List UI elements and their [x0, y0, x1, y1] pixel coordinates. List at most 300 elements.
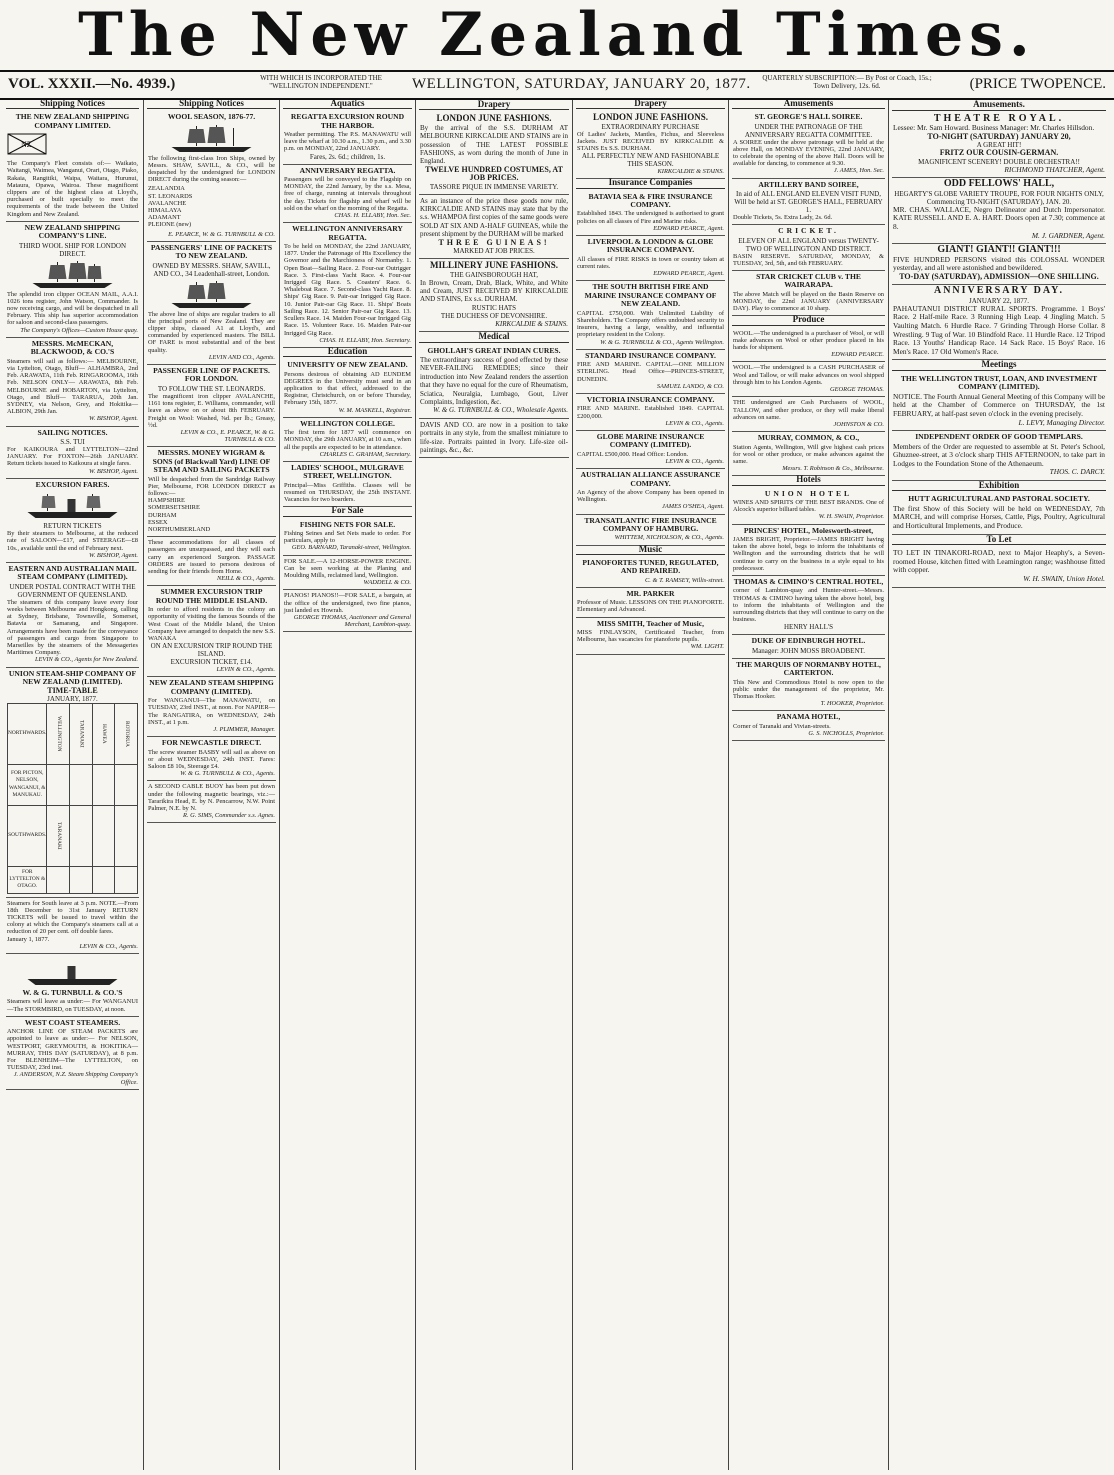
advert-signature: EDWARD PEARCE, Agent.: [653, 224, 724, 232]
advert-signature: R. G. SIMS, Commander s.s. Agnes.: [182, 812, 275, 820]
advert-body: In Brown, Cream, Drab, Black, White, and White and Cream, JUST RECEIVED BY KIRKCALDIE AND STAINS, Ex s.s. DURHAM.: [420, 278, 568, 304]
advert-title: BATAVIA SEA & FIRE INSURANCE COMPANY.: [588, 191, 713, 210]
advert-title: ARTILLERY BAND SOIREE,: [758, 179, 859, 189]
advert-body: Members of the Order are requested to assemble at St. Peter's School, Ghuznee-street, at 3 o'clock sharp THIS AFTERNOON, to take part in Lodges to the Foundation Stone of the Athenaeum.: [893, 441, 1105, 468]
advert-title: W. & G. TURNBULL & CO.'S: [22, 988, 123, 998]
section-heading: Produce: [732, 316, 885, 325]
section-heading: Insurance Companies: [576, 179, 725, 188]
advert-signature: KIRKCALDIE & STAINS.: [495, 319, 568, 328]
advert-signature: The Company's Offices—Custom House quay.: [20, 326, 138, 334]
advert: [732, 271, 885, 316]
steamship-icon: [7, 490, 138, 520]
ship-list: [148, 185, 275, 228]
advert-body: WINES AND SPIRITS OF THE BEST BRANDS. One of Alcock's superior billiard tables.: [733, 498, 884, 514]
ship-list: [148, 497, 275, 533]
advert-title: MESSRS. MONEY WIGRAM & SONS (of Blackwall Yard) LINE OF STEAM AND SAILING PACKETS: [152, 448, 271, 475]
advert-subtitle: FRITZ OUR COUSIN-GERMAN.: [939, 148, 1059, 158]
advert-signature: W. M. MASKELL, Registrar.: [338, 406, 411, 414]
advert-body: Principal—Miss Griffiths. Classes will be resumed on THURSDAY, the 25th INSTANT. Vacancies for two boarders.: [284, 481, 411, 504]
advert-subtitle: RETURN TICKETS: [43, 522, 102, 531]
advert: [732, 362, 885, 397]
advert-body: WOOL.—The undersigned is a purchaser of Wool, or will make advances on Wool or other produce placed in his hands for shipment.: [733, 329, 884, 352]
advert-subtitle: ALL PERFECTLY NEW AND FASHIONABLE THIS SEASON.: [581, 152, 720, 169]
advert: [576, 588, 725, 618]
advert-body: PIANOS! PIANOS!!—FOR SALE, a bargain, at the office of the undersigned, two fine pianos, just landed ex Howrah.: [284, 592, 411, 614]
advert-subtitle: TO-DAY (SATURDAY), ADMISSION—ONE SHILLING.: [899, 271, 1099, 281]
advert: [6, 427, 139, 479]
ticket-price: EXCURSION TICKET, £14.: [170, 658, 253, 667]
advert-title: SUMMER EXCURSION TRIP ROUND THE MIDDLE ISLAND.: [155, 587, 268, 605]
section-heading: Music: [576, 546, 725, 555]
advert: [892, 493, 1106, 534]
timetable-cell: [70, 764, 93, 805]
timetable-cell: [92, 805, 115, 866]
subscription-note: QUARTERLY SUBSCRIPTION:— By Post or Coach, 15s.; Town Delivery, 12s. 6d.: [762, 74, 932, 90]
section-heading: Exhibition: [892, 481, 1106, 492]
advert-body: A SECOND CABLE BUOY has been put down under the following magnetic bearings, viz.:— Tararikira Head, E. by N. Pencarrow, N.W. Point Palmer, N.E. by N.: [148, 783, 275, 813]
advert: [283, 418, 412, 462]
advert-title: MISS SMITH, Teacher of Music,: [596, 618, 705, 628]
column-rule: [572, 100, 573, 1470]
advert-title: STANDARD INSURANCE COMPANY.: [585, 350, 716, 360]
advert-subtitle: JANUARY 22, 1877.: [968, 296, 1030, 305]
advert-title: MILLINERY JUNE FASHIONS.: [430, 260, 558, 271]
advert-body: The steamers of this company leave every four weeks between Melbourne and Hongkong, calling at Sydney, Brisbane, Townsville, Somerset, Batavia or Samarang, and Singapore. Arrangements have been made for the conveyance of passengers and cargo from Singapore to Marseilles by the steamers of the Messageries Maritimes Company.: [7, 598, 138, 657]
advert: [283, 556, 412, 591]
price: (PRICE TWOPENCE.: [969, 76, 1106, 92]
advert: [892, 244, 1106, 285]
advert-subtitle: MARKED AT JOB PRICES.: [453, 247, 535, 256]
advert-title: LONDON JUNE FASHIONS.: [436, 113, 552, 124]
advert-title: ST. GEORGE'S HALL SOIREE.: [754, 112, 863, 122]
advert-title: WELLINGTON COLLEGE.: [300, 418, 395, 428]
advert: [732, 432, 885, 476]
advert: [576, 111, 725, 179]
advert-body: Fishing Seines and Set Nets made to order. For particulars, apply to: [284, 529, 411, 545]
advert-title: UNION HOTEL: [764, 488, 853, 498]
advert-signature: KIRKCALDIE & STAINS.: [657, 168, 724, 176]
advert-signature: W. BISHOP, Agent.: [88, 415, 138, 423]
advert-signature: THOS. C. DARCY.: [1049, 467, 1105, 477]
advert-body: FIVE HUNDRED PERSONS visited this COLOSSAL WONDER yesterday, and all were astonished and bewildered.: [893, 254, 1105, 273]
timetable-cell: [115, 764, 138, 805]
timetable-cell: [92, 866, 115, 893]
advert-title: PIANOFORTES TUNED, REGULATED, AND REPAIRED.: [582, 557, 719, 576]
section-heading: Amusements.: [892, 100, 1106, 111]
ship-name: ESSEX: [148, 518, 168, 526]
advert-subtitle: MAGNIFICENT SCENERY! DOUBLE ORCHESTRA!!: [918, 157, 1080, 166]
timetable-month: JANUARY, 1877.: [47, 694, 98, 703]
advert-subtitle: RUSTIC HATS: [471, 303, 517, 312]
advert: [576, 350, 725, 394]
advert: [576, 281, 725, 349]
advert-title: FOR NEWCASTLE DIRECT.: [161, 738, 262, 748]
advert-title: WELLINGTON ANNIVERSARY REGATTA.: [292, 224, 403, 242]
advert-signature: GEORGE THOMAS, Auctioneer and General Merchant, Lambton-quay.: [293, 614, 411, 629]
advert-body: MISS FINLAYSON, Certificated Teacher, from Melbourne, has vacancies for pianoforte pupils.: [577, 629, 724, 644]
advert-signature: E. PEARCE, W. & G. TURNBULL & CO.: [168, 230, 275, 238]
advert-signature: M. J. GARDNER, Agent.: [1031, 230, 1105, 240]
column-rule: [143, 100, 144, 1470]
ship-name: ST. LEONARDS: [148, 192, 193, 200]
advert-signature: J. ANDERSON, N.Z. Steam Shipping Company's Office.: [13, 1071, 138, 1086]
advert-body: As an instance of the price these goods now rule, KIRKCALDIE AND STAINS may state that by the s.s. WHAMPOA first copies of the same goods were SOLD AT SIX AND A-HALF GUINEAS, while the present shipment by the DURHAM will be marked: [420, 196, 568, 239]
advert-title: FISHING NETS FOR SALE.: [299, 519, 396, 529]
advert: [732, 635, 885, 658]
advert: [6, 111, 139, 222]
advert-body: The Company's Fleet consists of:— Waikato, Waitangi, Waimea, Wanganui, Orari, Otago, Piako, Rakaia, Rangitiki, Waipa, Waitara, Hurunui, Mataura, Opawa, Wairoa. These magnificent clippers are of the highest class at Lloyd's, purchased or built specially to meet the requirements of the trade between the United Kingdom and New Zealand.: [7, 160, 138, 218]
advert-signature: CHARLES C. GRAHAM, Secretary.: [319, 450, 411, 458]
advert-subtitle: EXTRAORDINARY PURCHASE: [601, 122, 700, 131]
nz-shipping-flag-icon: [7, 132, 47, 156]
advert: [419, 195, 569, 259]
ship-name: DURHAM: [148, 511, 177, 519]
advert-title: PASSENGERS' LINE OF PACKETS TO NEW ZEALAND.: [150, 242, 273, 261]
steamship-icon: [7, 957, 138, 987]
advert-title: THEATRE ROYAL.: [933, 112, 1065, 124]
advert-signature: WHITTEM, NICHOLSON, & CO., Agents.: [614, 534, 724, 542]
timetable-advert: [6, 668, 139, 898]
advert: [576, 515, 725, 546]
advert-body: BASIN RESERVE. SATURDAY, MONDAY, & TUESDAY, 3rd, 5th, and 6th FEBRUARY.: [733, 252, 884, 267]
advert-subtitle: TIME-TABLE: [47, 686, 98, 696]
section-heading: Drapery: [576, 100, 725, 109]
advert: [283, 359, 412, 418]
advert: [732, 576, 885, 635]
advert: [6, 479, 139, 563]
advert-body: To be held on MONDAY, the 22nd JANUARY, 1877. Under the Patronage of His Excellency the Governor and the Marchioness of Normanby. 1. Open Boat—Sailing Race. 2. Four-oar Outrigger Race. 3. First-class Yacht Race. 4. Four-oar Inrigged Gig Race. 5. Coasters' Race. 6. Whaleboat Race. 7. Second-class Yacht Race. 8. Ships' Gig Race. 9. Pair-oar Inrigged Gig Race. 10. Junior Pair-oar Gig Race. 11. Ships' Boats Sailing Race. 12. Senior Pair-oar Gig Race. 13. Scullers Race. 14. Maiden Four-oar Inrigged Gig Race. 15. Volunteer Race. 16. Maiden Pair-oar Inrigged Gig Race.: [284, 243, 411, 337]
advert-body: Double Tickets, 5s. Extra Lady, 2s. 6d.: [733, 214, 833, 222]
timetable-cell: ROTORUA: [115, 703, 138, 764]
advert-body: By the arrival of the S.S. DURHAM AT MELBOURNE KIRKCALDIE AND STAINS are in possession of THE LATEST POSSIBLE FASHIONS, as worn during the month of June in England.: [420, 123, 568, 166]
advert-title: EXCURSION FARES.: [35, 479, 110, 489]
advert-signature: SAMUEL LANDO, & CO.: [656, 382, 724, 390]
dateline-bar: [0, 70, 1114, 100]
section-heading: Shipping Notices: [147, 100, 276, 109]
advert-title: DUKE OF EDINBURGH HOTEL.: [751, 636, 866, 646]
advert-signature: WM. LIGHT.: [690, 643, 724, 651]
advert-body: TO LET IN TINAKORI-ROAD, next to Major Heaphy's, a Seven-roomed House, kitchen fitted with Leamington range; washhouse fitted with copper.: [893, 548, 1105, 575]
advert-body: The magnificent iron clipper AVALANCHE, 1161 tons register, E. Williams, commander, will leave as above on or about 8th FEBRUARY. Freight on Wool: Washed, ⅝d. per lb.; Greasy, ½d.: [148, 392, 275, 429]
advert-signature: LEVIN AND CO., Agents.: [208, 353, 275, 361]
advert: [576, 469, 725, 514]
sailing-ship-icon: [148, 279, 275, 309]
column-6: [732, 100, 885, 1470]
column-7: [892, 100, 1106, 1470]
advert: [6, 898, 139, 954]
advert-subtitle: Fares, 2s. 6d.; children, 1s.: [309, 152, 386, 161]
timetable-cell: [70, 805, 93, 866]
advert-title: WOOL SEASON, 1876-77.: [167, 112, 256, 122]
timetable-cell: [92, 764, 115, 805]
advert-subtitle: UNDER POSTAL CONTRACT WITH THE GOVERNMENT OF QUEENSLAND.: [9, 582, 136, 599]
advert: [892, 547, 1106, 587]
advert: [147, 365, 276, 447]
advert: [283, 462, 412, 507]
advert-signature: Messrs. T. Robinson & Co., Melbourne.: [782, 465, 884, 473]
advert-subtitle: TWELVE HUNDRED COSTUMES, AT JOB PRICES.: [425, 164, 563, 183]
advert-signature: CHAS. H. ELLABY, Hon. Sec.: [334, 212, 411, 220]
advert: [6, 563, 139, 668]
advert-title: ANNIVERSARY DAY.: [933, 285, 1064, 297]
advert-signature: LEVIN & CO., Agents for New Zealand.: [34, 656, 138, 664]
advert: [892, 285, 1106, 360]
section-heading: Drapery: [419, 100, 569, 110]
advert-signature: LEVIN & CO., Agents.: [79, 942, 138, 950]
ship-name: AVALANCHE: [148, 199, 187, 207]
advert-title: REGATTA EXCURSION ROUND THE HARBOR.: [290, 112, 405, 130]
timetable-row-label: FOR LYTTELTON & OTAGO.: [8, 866, 47, 893]
advert: [892, 178, 1106, 244]
advert-body: By their steamers to Melbourne, at the reduced rate of SALOON—£17, and STEERAGE—£8 10s., available until the end of February next.: [7, 530, 138, 552]
ship-name: SOMERSETSHIRE: [148, 504, 200, 512]
advert-signature: W. & G. TURNBULL & CO., Wholesale Agents.: [433, 406, 568, 415]
advert-body: corner of Lambton-quay and Hunter-street.—Messrs. THOMAS & CIMINO having taken the above hotel, beg to inform the inhabitants of Wellington and the surrounding districts that they will continue to carry on the business.: [733, 587, 884, 624]
advert: [576, 236, 725, 281]
advert-title: WEST COAST STEAMERS.: [24, 1017, 121, 1027]
advert: [576, 191, 725, 236]
ship-name: NORTHUMBERLAND: [148, 525, 211, 533]
advert: [419, 345, 569, 419]
timetable-cell: [47, 866, 70, 893]
advert: [892, 113, 1106, 179]
advert-signature: RICHMOND THATCHER, Agent.: [1004, 164, 1105, 174]
advert: [576, 557, 725, 588]
column-5: [576, 100, 725, 1470]
timetable-cell: [115, 866, 138, 893]
advert-body: For WANGANUI—The MANAWATU, on TUESDAY, 23rd INST., at noon. For NAPIER—The RANGATIRA, on WEDNESDAY, 24th INST., at 1 p.m.: [148, 697, 275, 726]
advert-signature: C. & T. RAMSEY, Willis-street.: [645, 576, 724, 584]
svg-text:NZ: NZ: [21, 140, 32, 150]
advert-signature: LEVIN & CO., Agents.: [216, 666, 275, 674]
advert-title: GLOBE MARINE INSURANCE COMPANY (LIMITED).: [596, 431, 705, 450]
advert-body: The splendid iron clipper OCEAN MAIL, A.A.I. 1026 tons register, John Watson, Commander. Is now receiving cargo, and will be despatched in all February. This ship has superior accommodation for saloon and second-class passengers.: [7, 290, 138, 327]
advert: [283, 590, 412, 632]
advert: [732, 525, 885, 576]
advert-body: The first Show of this Society will be held on WEDNESDAY, 7th MARCH, and will comprise Horses, Cattle, Pigs, Poultry, Agricultural and Horticultural Implements, and Produce.: [893, 503, 1105, 531]
advert-body: Weather permitting. The P.S. MANAWATU will leave the wharf at 10.30 a.m., 1.30 p.m., and 3.30 p.m. on MONDAY, 22nd JANUARY.: [284, 131, 411, 153]
advert-subtitle: ON AN EXCURSION TRIP ROUND THE ISLAND.: [150, 642, 273, 659]
publication-date: WELLINGTON, SATURDAY, JANUARY 20, 1877.: [412, 76, 751, 92]
section-heading: Aquatics: [283, 100, 412, 109]
advert-body: FIRE AND MARINE. CAPITAL—ONE MILLION STERLING. Head Office—PRINCES-STREET, DUNEDIN.: [577, 361, 724, 383]
advert-signature: NEILL & CO., Agents.: [217, 575, 275, 583]
advert-body: Persons desirous of obtaining AD EUNDEM DEGREES in the University must send in an application to that effect, addressed to the Registrar, Christchurch, on or before Thursday, February 15th, 1877.: [284, 370, 411, 407]
timetable-row-label: FOR PICTON, NELSON, WANGANUI, & MANUKAU.: [8, 764, 47, 805]
advert-title: TRANSATLANTIC FIRE INSURANCE COMPANY OF HAMBURG.: [584, 515, 717, 533]
advert-title: EASTERN AND AUSTRALIAN MAIL STEAM COMPANY (LIMITED).: [8, 563, 137, 582]
advert-body: PAHAUTANUI DISTRICT RURAL SPORTS. Programme. 1 Boys' Race. 2 Half-mile Race. 3 Running High Leap. 4 Jingling Match. 5 Vaulting Match. 6 Hurdle Race. 7 Grinding Through Horse Collar. 8 Wrestling. 9 Tug of War. 10 Blindfold Race. 11 Hurdle Race. 12 Tripod Race. 13 Youths' Handicap Race. 14 Sack Race. 15 Boys' Race. 16 Men's Race. 17 Old Women's Race.: [893, 303, 1105, 356]
advert: [732, 225, 885, 271]
advert-body: The screw steamer BASBY will sail as above on or about WEDNESDAY, 24th INST. Fares: Saloon £8 10s, Steerage £4.: [148, 748, 275, 771]
advert-title: THE MARQUIS OF NORMANBY HOTEL, CARTERTON.: [736, 659, 881, 678]
timetable-cell: TARANAKI: [47, 805, 70, 866]
advert-body: The above Match will be played on the Basin Reserve on MONDAY, the 22nd JANUARY (ANNIVERSARY DAY). Play to commence at 10 sharp.: [733, 290, 884, 313]
advert-title: GIANT! GIANT!! GIANT!!!: [937, 244, 1061, 256]
advert-signature: J. PLIMMER, Manager.: [213, 726, 275, 734]
advert-body: For KAIKOURA and LYTTELTON—22nd JANUARY. For FOXTON—26th JANUARY. Return tickets issued to Kaikoura at single fares.: [7, 445, 138, 468]
advert-title: LIVERPOOL & LONDON & GLOBE INSURANCE COMPANY.: [587, 237, 714, 255]
advert: [732, 397, 885, 432]
advert-body: Of Ladies' Jackets, Mantles, Fichus, and Sleeveless Jackets. JUST RECEIVED BY KIRKCALDIE & STAINS Ex S.S. DURHAM.: [577, 130, 724, 153]
advert-body: In order to afford residents in the colony an opportunity of visiting the famous Sounds of the West Coast of the Middle Island, the Union Company have arranged to despatch the new S.S. WANAKA: [148, 606, 275, 642]
advert-signature: W. & G. TURNBULL & CO., Agents Wellington.: [600, 338, 724, 346]
advert-signature: EDWARD PEARCE, Agent.: [653, 270, 724, 278]
section-heading: Amusements: [732, 100, 885, 109]
advert-signature: W. BISHOP, Agent.: [88, 551, 138, 559]
advert-subtitle: A GREAT HIT!: [976, 141, 1022, 150]
advert-signature: WADDELL & CO.: [363, 579, 411, 587]
section-heading: Medical: [419, 332, 569, 342]
advert-subtitle: TO-NIGHT (SATURDAY) JANUARY 20,: [927, 131, 1071, 141]
advert-title: ANNIVERSARY REGATTA.: [299, 165, 396, 175]
newspaper-title: The New Zealand Times.: [78, 0, 1036, 70]
ship-name: HAMPSHIRE: [148, 497, 185, 505]
advert-body: Professor of Music. LESSONS ON THE PIANOFORTE. Elementary and Advanced.: [577, 599, 724, 614]
advert: [732, 111, 885, 178]
advert-body: Passengers will be conveyed to the Flagship on MONDAY, the 22nd January, by the s.s. Mesa, free of charge, running at intervals throughout the day. Tickets for flagship and wharf will be sold on the wharf on the morning of the Regatta.: [284, 176, 411, 212]
advert-body: Station Agents, Wellington, Will give highest cash prices for wool or other produce, or make advances against the same.: [733, 443, 884, 465]
advert-body: Established 1843. The undersigned is authorised to grant policies on all classes of Fire and Marine risks.: [577, 210, 724, 225]
advert-body: Steamers will leave as under:— For WANGANUI—The STORMBIRD, on TUESDAY, at noon.: [7, 998, 138, 1013]
timetable-cell: WELLINGTON: [47, 703, 70, 764]
sailing-ship-icon: [148, 123, 275, 153]
advert: [147, 111, 276, 242]
advert: [6, 1017, 139, 1090]
advert: [147, 781, 276, 823]
advert-body: The following first-class Iron Ships, owned by Messrs. SHAW, SAVILL, & CO., will be despatched by the undersigned for LONDON DIRECT during the coming season:—: [148, 154, 275, 184]
advert-body: ANCHOR LINE OF STEAM PACKETS are appointed to leave as under:— For NELSON, WESTPORT, GREYMOUTH, & HOKITIKA—MURRAY, THIS DAY (SATURDAY), at 8 p.m. For BLENHEIM—The LYTTELTON, on TUESDAY, 23rd inst.: [7, 1028, 138, 1072]
advert: [283, 519, 412, 556]
advert-body: CAPITAL £500,000. Head Office: London.: [577, 450, 689, 458]
advert-title: PRINCES' HOTEL, Molesworth-street,: [743, 525, 874, 535]
advert-title: MESSRS. McMECKAN, BLACKWOOD, & CO.'S: [30, 338, 115, 357]
advert: [147, 242, 276, 365]
section-heading: Meetings: [892, 360, 1106, 371]
timetable-cell: HAWEA: [92, 703, 115, 764]
advert-signature: GEO. BARNARD, Taranaki-street, Wellington.: [291, 544, 411, 552]
advert-title: UNION STEAM-SHIP COMPANY OF NEW ZEALAND (LIMITED).: [8, 668, 137, 686]
timetable-cell: [115, 805, 138, 866]
advert-signature: JAMES O'SHEA, Agent.: [662, 503, 724, 511]
advert-title: INDEPENDENT ORDER OF GOOD TEMPLARS.: [915, 432, 1083, 442]
advert: [6, 338, 139, 427]
timetable: [7, 703, 138, 894]
advert: [732, 711, 885, 741]
advert-body: An Agency of the above Company has been opened in Wellington.: [577, 488, 724, 504]
advert-signature: LEVIN & CO., Agents.: [665, 457, 724, 465]
ship-name: ADAMANT: [148, 214, 181, 222]
advert: [419, 112, 569, 194]
advert-title: AUSTRALIAN ALLIANCE ASSURANCE COMPANY.: [580, 470, 721, 488]
section-heading: For Sale: [283, 507, 412, 516]
advert-subtitle: THREE GUINEAS!: [438, 237, 550, 247]
advert-signature: J. AMES, Hon. Sec.: [833, 167, 884, 175]
advert: [147, 737, 276, 781]
advert-body: All classes of FIRE RISKS in town or country taken at current rates.: [577, 255, 724, 271]
advert-body: Will be despatched from the Sandridge Railway Pier, Melbourne, FOR LONDON DIRECT as follows:—: [148, 475, 275, 497]
advert-date: January 1, 1877.: [7, 935, 50, 943]
advert-title: CRICKET.: [778, 226, 839, 236]
masthead: [0, 0, 1114, 68]
advert-body: WOOL.—The undersigned is a CASH PURCHASER of Wool and Tallow, or will make advances on wool shipped through him to his London Agents.: [733, 364, 884, 386]
advert: [147, 447, 276, 537]
timetable-row-label: NORTHWARDS.: [8, 703, 47, 764]
ship-name: PLEIONE (new): [148, 221, 192, 229]
advert-title: GHOLLAH'S GREAT INDIAN CURES.: [427, 345, 561, 355]
advert-signature: CHAS. H. ELLABY, Hon. Secretary.: [319, 336, 411, 344]
advert: [419, 259, 569, 332]
column-rule: [279, 100, 280, 1470]
advert-title: NEW ZEALAND STEAM SHIPPING COMPANY (LIMITED).: [149, 678, 274, 696]
advert-body: The above line of ships are regular traders to all the principal ports of New Zealand. They are clipper ships, classed A1 at Lloyd's, and commanded by experienced masters. The BILL OF FARE is most substantial and of the best quality.: [148, 310, 275, 354]
advert: [147, 586, 276, 677]
advert-subtitle: UNDER THE PATRONAGE OF THE ANNIVERSARY REGATTA COMMITTEE.: [744, 122, 873, 139]
advert-title: LADIES' SCHOOL, MULGRAVE STREET, WELLINGTON.: [291, 462, 404, 481]
advert-body: DAVIS AND CO. are now in a position to take portraits in any style, from the smallest miniature to life-size. Portraits painted in Ivory. Life-size oil-paintings, &c., &c.: [420, 420, 568, 454]
column-1: [6, 100, 139, 1470]
advert-signature: JOHNSTON & CO.: [833, 420, 884, 428]
advert-body: This New and Commodious Hotel is now open to the public under the management of the proprietor, Mr. Thomas Hooker.: [733, 678, 884, 701]
advert: [147, 537, 276, 586]
advert-signature: EDWARD PEARCE.: [831, 351, 884, 359]
ship-name: HIMALAYA: [148, 207, 182, 215]
advert-title: VICTORIA INSURANCE COMPANY.: [586, 394, 715, 404]
ship-name: ZEALANDIA: [148, 185, 185, 193]
advert: [892, 431, 1106, 481]
advert: [732, 659, 885, 712]
advert-signature: W. BISHOP, Agent.: [88, 467, 138, 475]
advert-subtitle: THE DUCHESS OF DEVONSHIRE.: [440, 311, 548, 320]
advert-subtitle: THIRD WOOL SHIP FOR LONDON DIRECT.: [18, 241, 127, 258]
advert: [283, 111, 412, 164]
advert-title: MURRAY, COMMON, & CO.,: [757, 433, 860, 443]
advert-title: STAR CRICKET CLUB v. THE WAIRARAPA.: [756, 272, 861, 290]
advert-title: HUTT AGRICULTURAL AND PASTORAL SOCIETY.: [908, 494, 1090, 504]
advert-body: Lessee: Mr. Sam Howard. Business Manager: Mr. Charles Hillsdon.: [893, 123, 1095, 132]
advert-body: The first term for 1877 will commence on MONDAY, the 29th JANUARY, at 10 a.m., when all the pupils are expected to be in attendance.: [284, 429, 411, 451]
advert-signature: T. HOOKER, Proprietor.: [820, 700, 884, 708]
column-2: [147, 100, 276, 1470]
advert-title: THOMAS & CIMINO'S CENTRAL HOTEL,: [733, 576, 884, 586]
advert-signature: HENRY HALL'S: [783, 623, 834, 632]
advert-body: Steamers for South leave at 3 p.m. NOTE.—From 18th December to 31st January RETURN TICKETS will be issued to travel within the colony at which the Company's steamers call at a reduction of 20 per cent. off double fares.: [7, 899, 138, 936]
advert-subtitle: OWNED BY MESSRS. SHAW, SAVILL, AND CO., 34 Leadenhall-street, London.: [152, 261, 271, 278]
advert-signature: L. LEVY, Managing Director.: [1018, 417, 1105, 427]
advert-signature: G. S. NICHOLLS, Proprietor.: [808, 730, 884, 738]
section-heading: Education: [283, 348, 412, 357]
timetable-cell: [70, 866, 93, 893]
advert: [732, 328, 885, 363]
advert-title: THE NEW ZEALAND SHIPPING COMPANY LIMITED.: [15, 112, 130, 130]
advert-signature: GEORGE THOMAS.: [830, 386, 884, 394]
section-heading: To Let: [892, 535, 1106, 546]
advert-subtitle: TO FOLLOW THE ST. LEONARDS.: [157, 384, 266, 393]
advert: [147, 677, 276, 737]
advert-title: PASSENGER LINE OF PACKETS. FOR LONDON.: [153, 366, 270, 384]
advert: [419, 419, 569, 459]
advert-body: A SOIREE under the above patronage will be held at the above Hall, on MONDAY EVENING, 22nd JANUARY, to celebrate the opening of the above Hall. Doors will be available for dancing, to commence at 9.30.: [733, 138, 884, 168]
advert-subtitle: THE GAINSBOROUGH HAT,: [450, 270, 538, 279]
advert-signature: W. H. SWAIN, Proprietor.: [818, 513, 884, 521]
advert: [6, 954, 139, 1017]
volume-number: VOL. XXXII.—No. 4939.): [8, 76, 176, 92]
advert-title: NEW ZEALAND SHIPPING COMPANY'S LINE.: [24, 222, 121, 241]
advert: [892, 373, 1106, 431]
advert-body: Steamers will sail as follows:— MELBOURNE, via Lyttelton, Otago, Bluff— ALHAMBRA, 2nd Feb. ARAWATA, 11th Feb. RINGAROOMA, 16th Feb. NELSON ONLY— ARAWATA, 8th Feb. MELBOURNE and HOBARTON, via Lyttelton, Otago, and Bluff— TARARUA, 20th Jan. SYDNEY, via Nelson, Grey, and Hokitika— ALBION, 29th Jan.: [7, 357, 138, 416]
advert-body: CAPITAL £750,000. With Unlimited Liability of Shareholders. The Company offers undoubted security to insurers, having a large, wealthy, and influential proprietary resident in the Colony.: [577, 309, 724, 339]
advert-title: THE SOUTH BRITISH FIRE AND MARINE INSURANCE COMPANY OF NEW ZEALAND.: [584, 282, 717, 309]
